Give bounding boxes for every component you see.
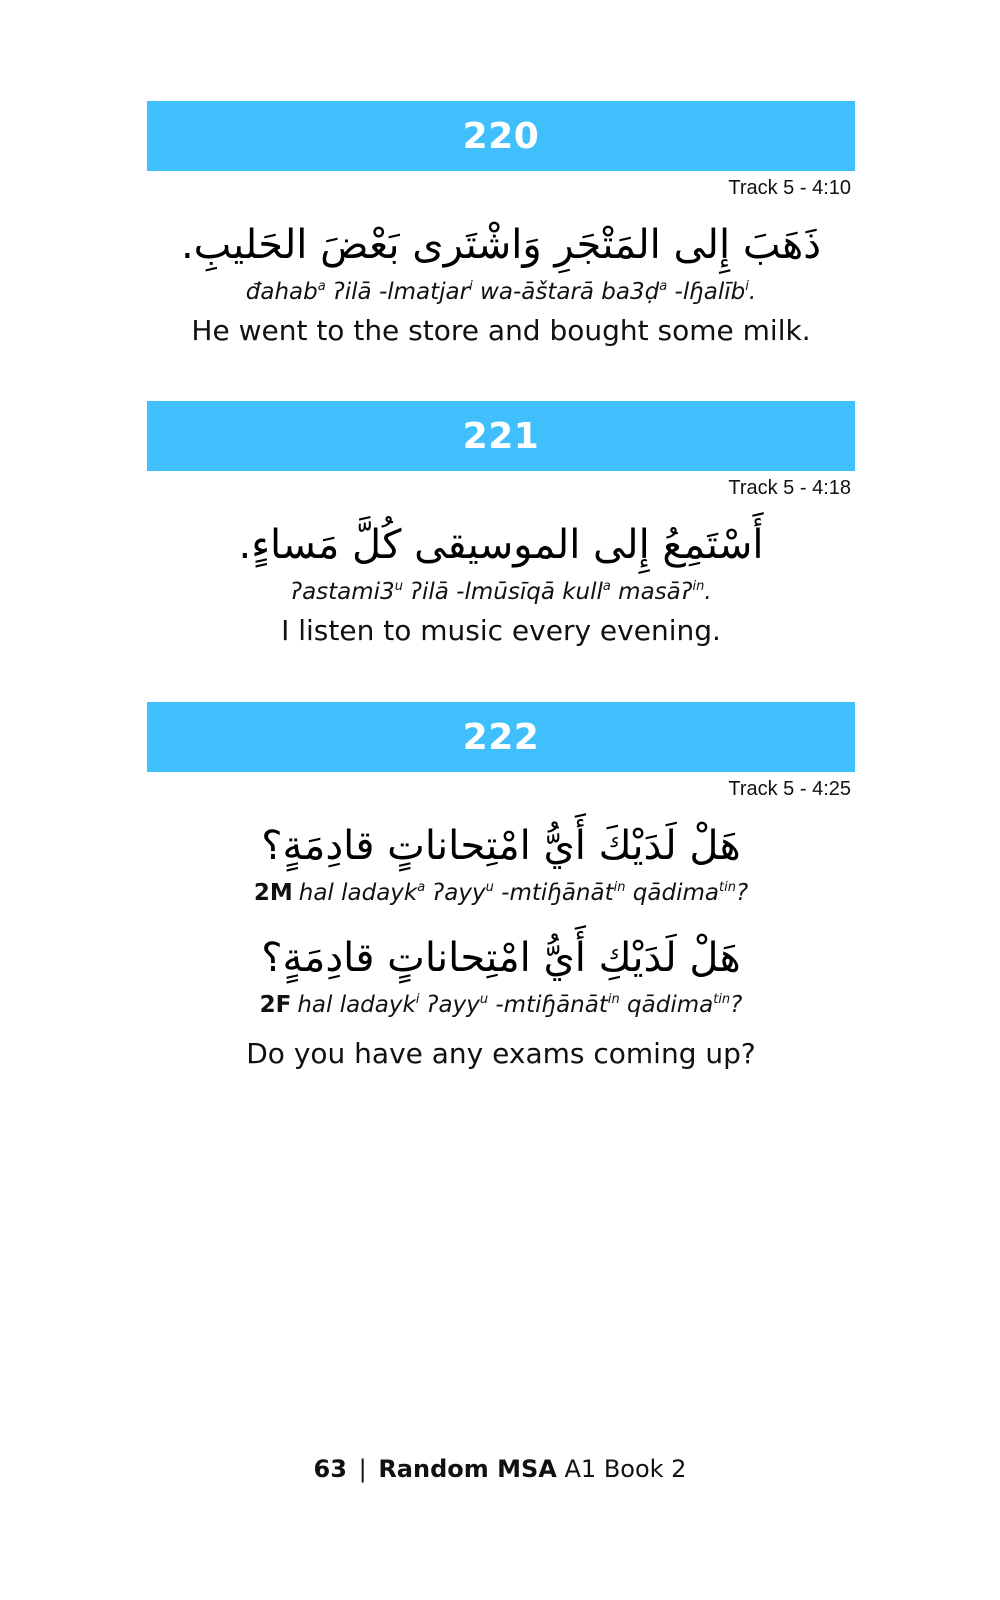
case-ending: in xyxy=(692,579,705,594)
entry-number-bar xyxy=(147,702,855,772)
transliteration: ʔastami3$^u$ ʔilā -lmūsīqā kull$^a$ masāʔ$^{in}$. xyxy=(290,579,712,605)
gender-tag-2f: 2F xyxy=(259,992,292,1018)
gender-tag-2m: 2M xyxy=(253,880,293,906)
book-volume: A1 Book 2 xyxy=(564,1455,687,1483)
arabic-sentence-masculine: هَلْ لَدَيْكَ أَيُّ امْتِحاناتٍ قادِمَةٍ؟ xyxy=(261,823,741,869)
audio-track-timestamp: Track 5 - 4:10 xyxy=(728,177,851,199)
case-ending: i xyxy=(415,992,420,1007)
arabic-sentence: ذَهَبَ إِلى المَتْجَرِ وَاشْتَرى بَعْضَ الحَليبِ. xyxy=(180,222,822,268)
phrase-entry-220 xyxy=(147,101,855,353)
transliteration-feminine xyxy=(147,988,855,1022)
case-ending: in xyxy=(613,880,626,895)
phrase-entry-222 xyxy=(147,702,855,1076)
case-ending: tin xyxy=(718,880,736,895)
english-translation: I listen to music every evening. xyxy=(281,614,721,647)
entry-number-bar xyxy=(147,401,855,471)
arabic-sentence: أَسْتَمِعُ إِلى الموسيقى كُلَّ مَساءٍ. xyxy=(238,522,764,568)
transliteration-masculine xyxy=(147,876,855,910)
case-ending: u xyxy=(394,579,403,594)
english-translation: Do you have any exams coming up? xyxy=(246,1037,756,1070)
entry-number: 221 xyxy=(462,415,540,457)
entry-number: 222 xyxy=(462,716,540,758)
transliteration-text: hal ladayk$^a$ ʔayy$^u$ -mtiɧānāt$^{in}$ qādima$^{tin}$? xyxy=(298,880,749,906)
case-ending: a xyxy=(317,279,326,294)
case-ending: a xyxy=(602,579,611,594)
page-number: 63 xyxy=(313,1455,347,1483)
case-ending: a xyxy=(659,279,668,294)
case-ending: in xyxy=(607,992,620,1007)
case-ending: i xyxy=(745,279,749,294)
entry-number: 220 xyxy=(462,115,540,157)
audio-track-timestamp: Track 5 - 4:25 xyxy=(728,778,851,800)
entry-number-bar xyxy=(147,101,855,171)
audio-track-timestamp: Track 5 - 4:18 xyxy=(728,477,851,499)
book-series-title: Random MSA xyxy=(378,1455,557,1483)
case-ending: a xyxy=(417,880,426,895)
arabic-sentence-feminine: هَلْ لَدَيْكِ أَيُّ امْتِحاناتٍ قادِمَةٍ؟ xyxy=(261,935,741,981)
case-ending: i xyxy=(469,279,473,294)
phrase-entry-221 xyxy=(147,401,855,653)
footer-separator: | xyxy=(358,1455,367,1483)
page-footer xyxy=(0,1455,1000,1483)
transliteration-text: hal ladayk$^i$ ʔayy$^u$ -mtiɧānāt$^{in}$ qādima$^{tin}$? xyxy=(297,992,743,1018)
case-ending: u xyxy=(485,880,494,895)
case-ending: tin xyxy=(713,992,731,1007)
case-ending: u xyxy=(479,992,489,1007)
english-translation: He went to the store and bought some milk. xyxy=(191,314,811,347)
transliteration: đahab$^a$ ʔilā -lmatjar$^i$ wa-āštarā ba3ḍ$^a$ -lɧalīb$^i$. xyxy=(245,279,757,305)
